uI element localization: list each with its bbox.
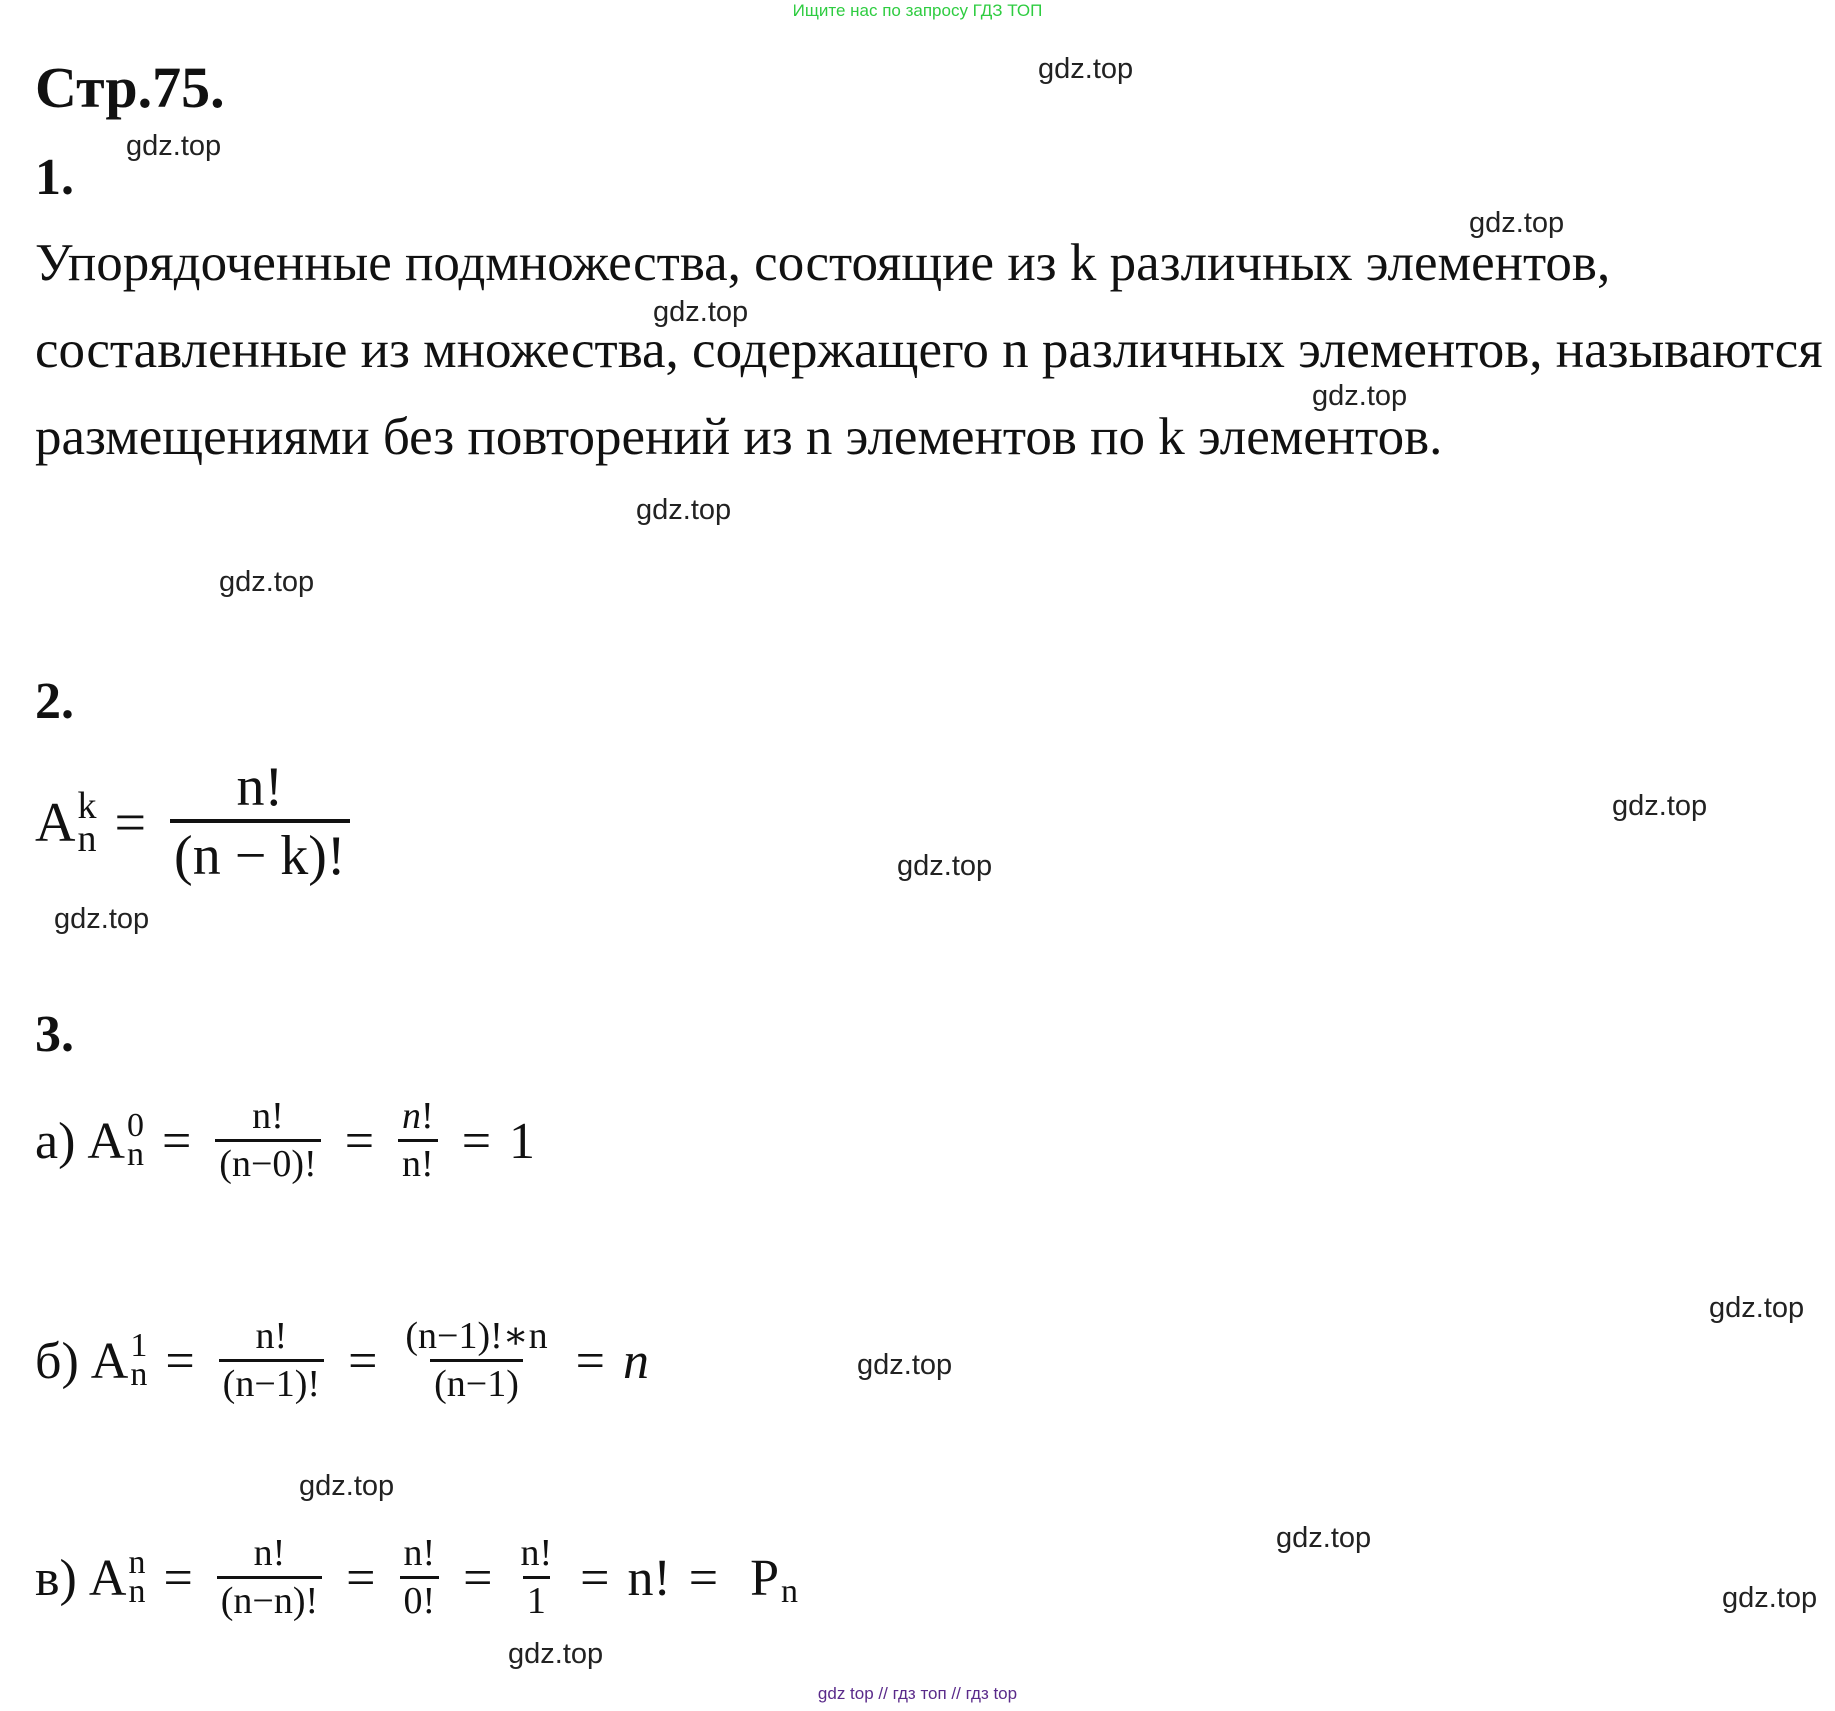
watermark: gdz.top [126, 130, 222, 162]
question-1-answer: Упорядоченные подмножества, состоящие из k различных элементов, составленные из множества, содержащего n различных элементов, называются размещениями без повторений из n элементов по k элементов. [35, 234, 1823, 466]
formula-c: в) A n n = $\frac{n!}{(n-n)!}$ = $\frac{n!}{0!}$ = $\frac{n!}{1}$ = n! = P n [35, 1532, 798, 1624]
watermark: gdz.top [857, 1349, 953, 1381]
arrangement-symbol: A k n [35, 785, 97, 860]
page-title: Стр.75. [35, 55, 225, 120]
question-1-number: 1. [35, 149, 74, 206]
watermark: gdz.top [219, 566, 315, 598]
watermark: gdz.top [1038, 53, 1134, 85]
watermark: gdz.top [636, 494, 732, 526]
watermark: gdz.top [1469, 207, 1565, 239]
watermark: gdz.top [653, 296, 749, 328]
equals: = [114, 791, 147, 854]
watermark: gdz.top [1612, 790, 1708, 822]
watermark: gdz.top [299, 1470, 395, 1502]
watermark: gdz.top [508, 1638, 604, 1670]
fraction: $\frac{n!}{(n - k)!}$ [170, 755, 350, 891]
question-2-number: 2. [35, 673, 74, 730]
watermark: gdz.top [54, 903, 150, 935]
watermark: gdz.top [1722, 1582, 1818, 1614]
arrangement-formula [35, 755, 356, 891]
footer-text: gdz top // гдз топ // гдз top [817, 1684, 1018, 1703]
watermark: gdz.top [897, 850, 993, 882]
watermark: gdz.top [1709, 1292, 1805, 1324]
question-3-number: 3. [35, 1006, 74, 1063]
search-banner: Ищите нас по запросу ГДЗ ТОП [792, 1, 1043, 20]
formula-b: б) A 1 n = $\frac{n!}{(n-1)!}$ = $\frac{(n-1)!∗n}{(n-1)}$ = n [35, 1315, 649, 1407]
watermark: gdz.top [1276, 1522, 1372, 1554]
formula-a: а) A 0 n = $\frac{n!}{(n-0)!}$ = $\frac{n!}{n!}$ = 1 [35, 1095, 535, 1187]
watermark: gdz.top [1312, 380, 1408, 412]
